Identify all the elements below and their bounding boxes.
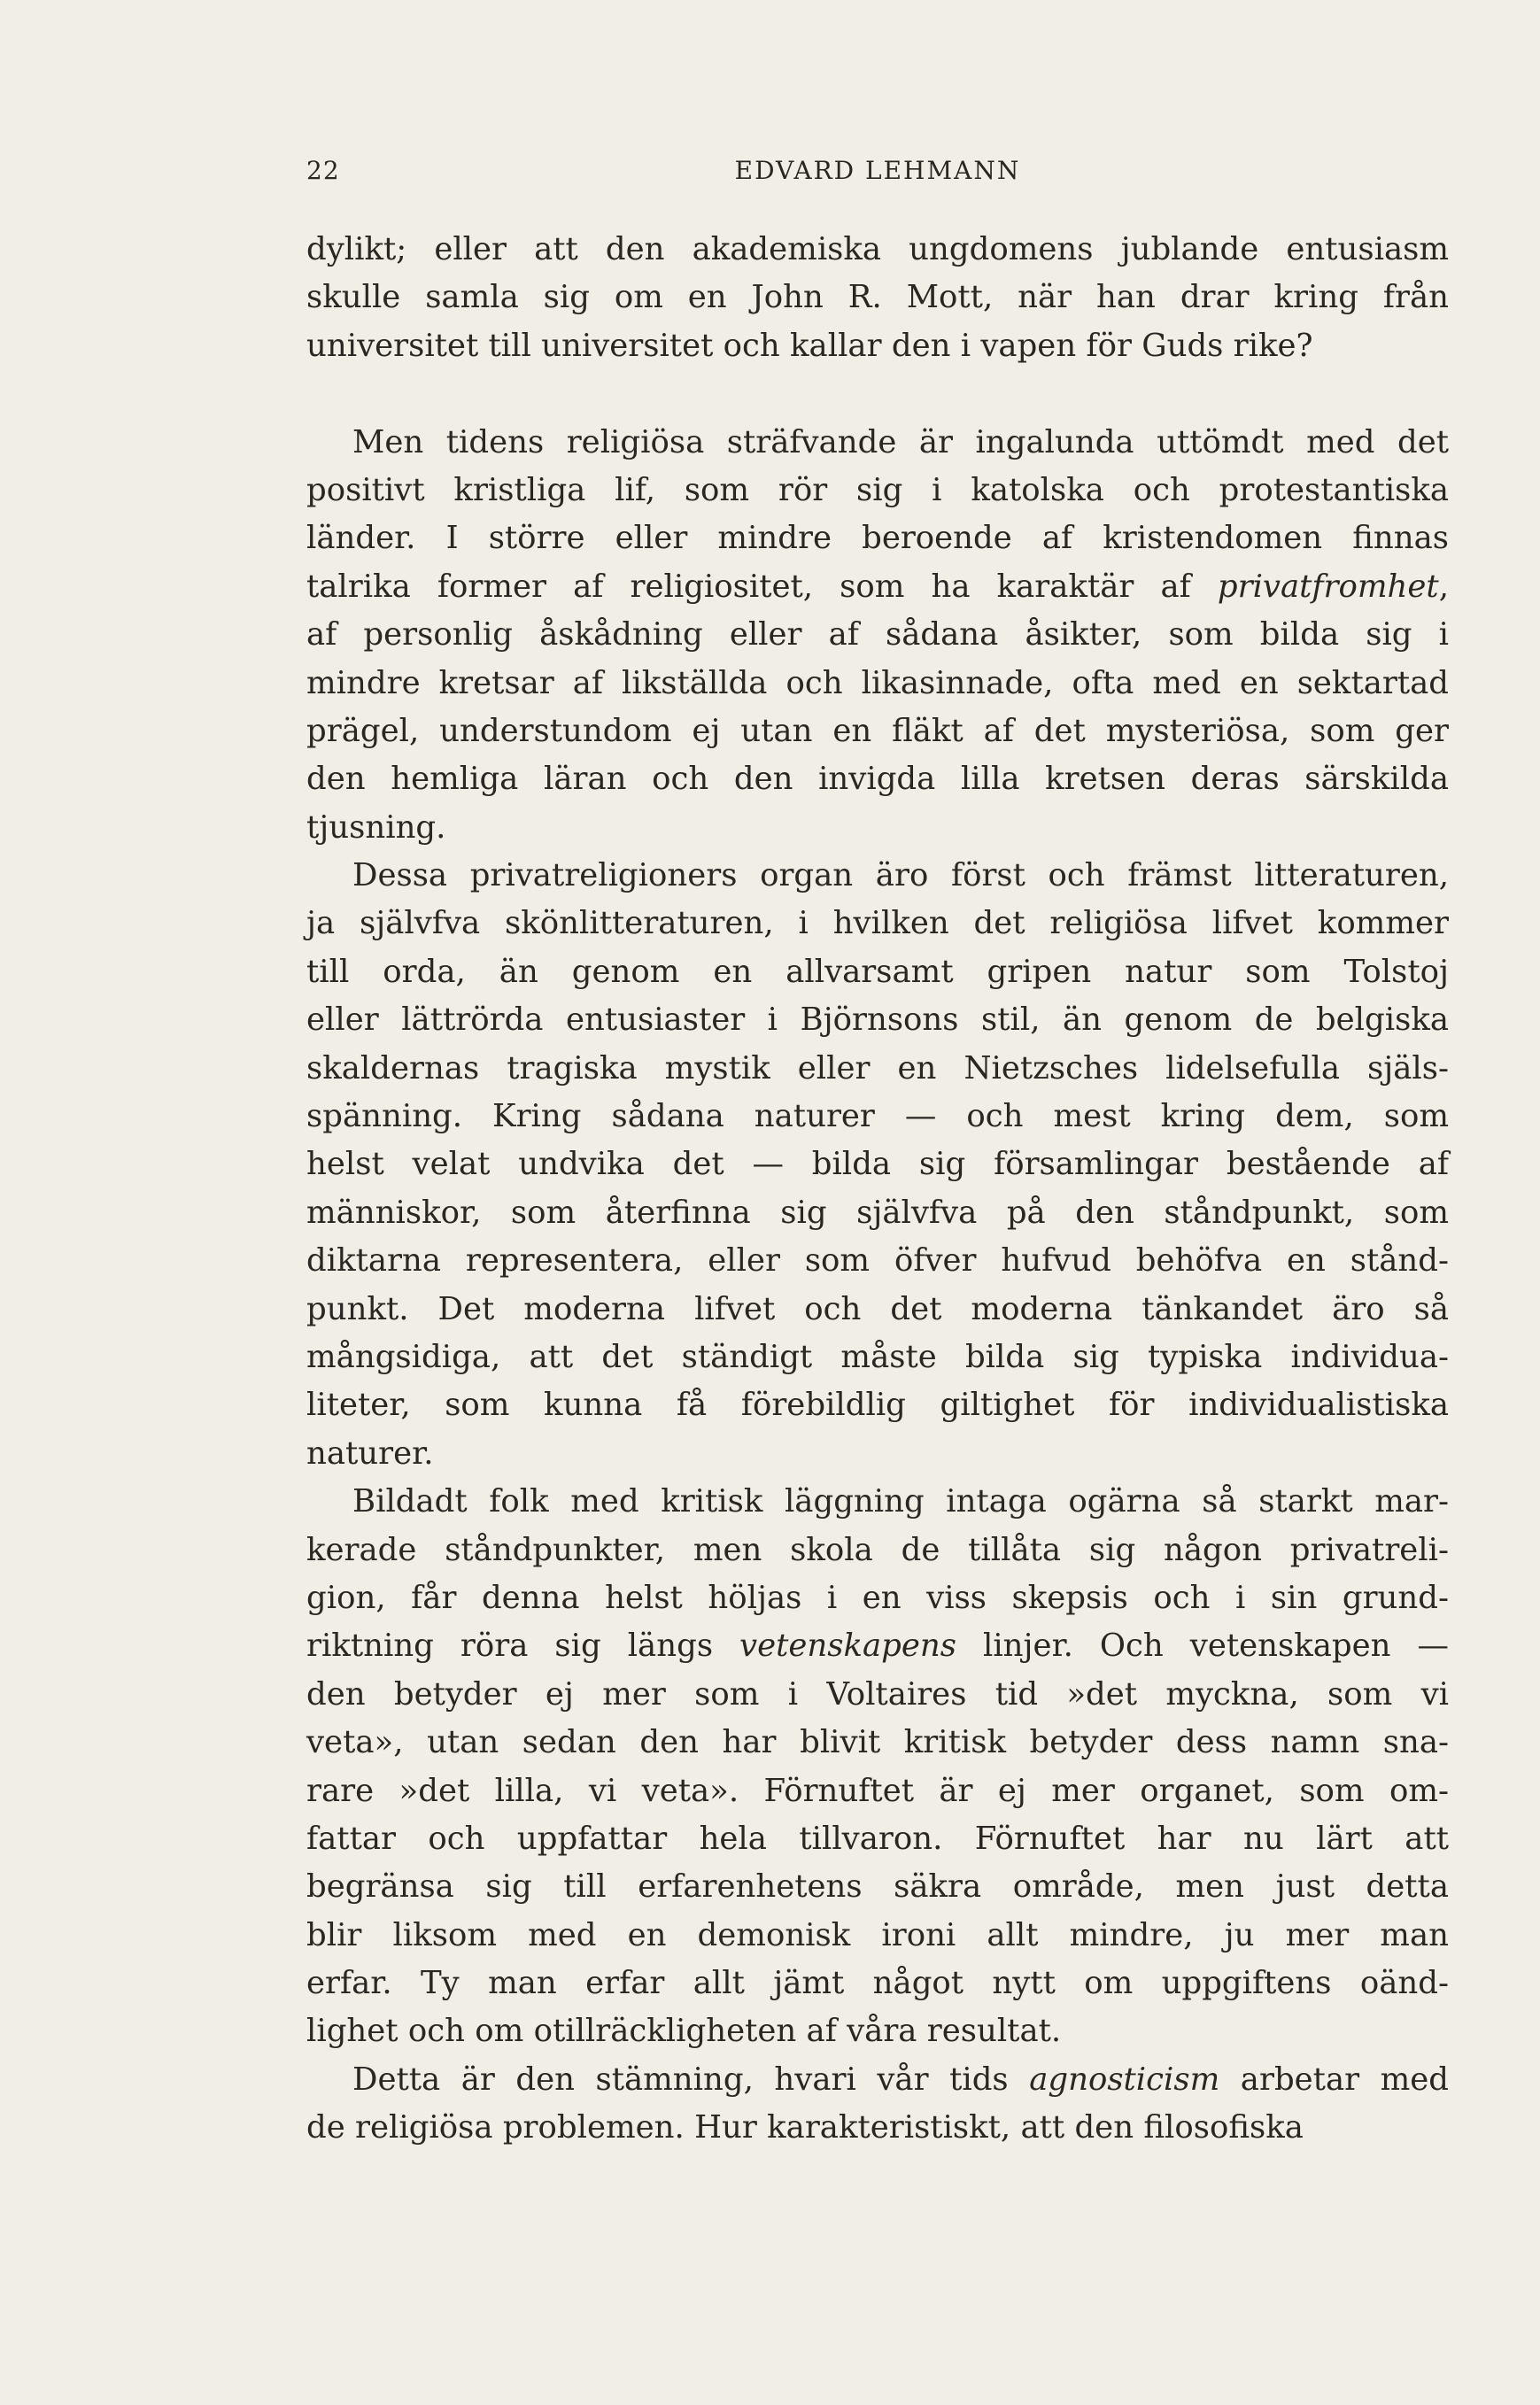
- page-header: [306, 156, 1449, 191]
- text-line: Detta är den stämning, hvari vår tids agnosticism arbetar med: [352, 2061, 1450, 2098]
- text-line: gion, får denna helst höljas i en viss skepsis och i sin grund-: [306, 1579, 1449, 1616]
- text-line: blir liksom med en demonisk ironi allt mindre, ju mer man: [306, 1916, 1449, 1953]
- body-text: [306, 226, 1449, 2153]
- text-line: diktarna representera, eller som öfver hufvud behöfva en stånd-: [306, 1242, 1449, 1280]
- text-line: erfar. Ty man erfar allt jämt något nytt om uppgiftens oänd-: [306, 1965, 1449, 2002]
- text-line: punkt. Det moderna lifvet och det moderna tänkandet äro så: [306, 1290, 1449, 1327]
- text-line: eller lättrörda entusiaster i Björnsons stil, än genom de belgiska: [306, 1001, 1449, 1039]
- text-line: riktning röra sig längs vetenskapens linjer. Och vetenskapen —: [306, 1628, 1449, 1665]
- text-line: ja självfva skönlitteraturen, i hvilken det religiösa lifvet kommer: [306, 905, 1449, 942]
- paragraph-gap: [306, 370, 1449, 418]
- text-line: universitet till universitet och kallar den i vapen för Guds rike?: [306, 327, 1313, 364]
- text-line: rare »det lilla, vi veta». Förnuftet är ej mer organet, som om-: [306, 1772, 1449, 1809]
- text-line: begränsa sig till erfarenhetens säkra område, men just detta: [306, 1868, 1449, 1906]
- text-line: fattar och uppfattar hela tillvaron. Förnuftet har nu lärt att: [306, 1820, 1449, 1857]
- text-line: helst velat undvika det — bilda sig församlingar bestående af: [306, 1146, 1449, 1183]
- text-line: liteter, som kunna få förebildlig giltighet för individualistiska: [306, 1387, 1449, 1424]
- text-line: af personlig åskådning eller af sådana åsikter, som bilda sig i: [306, 616, 1449, 653]
- text-line: skaldernas tragiska mystik eller en Nietzsches lidelsefulla själs-: [306, 1049, 1449, 1087]
- italic-term: agnosticism: [1029, 2061, 1220, 2098]
- text-line: länder. I större eller mindre beroende af kristendomen finnas: [306, 520, 1449, 557]
- text-line: de religiösa problemen. Hur karakteristiskt, att den filosofiska: [306, 2109, 1304, 2146]
- paragraph-p4: [306, 1478, 1449, 2056]
- text-line: till orda, än genom en allvarsamt gripen natur som Tolstoj: [306, 953, 1449, 990]
- italic-term: privatfromhet: [1217, 568, 1439, 605]
- text-line: mångsidiga, att det ständigt måste bilda sig typiska individua-: [306, 1338, 1449, 1375]
- text-line: Dessa privatreligioners organ äro först och främst litteraturen,: [352, 857, 1449, 894]
- text-line: tjusning.: [306, 808, 446, 846]
- text-line: Bildadt folk med kritisk läggning intaga ogärna så starkt mar-: [352, 1483, 1449, 1520]
- text-line: positivt kristliga lif, som rör sig i katolska och protestantiska: [306, 471, 1449, 508]
- paragraph-p2: [306, 419, 1449, 853]
- text-line: prägel, understundom ej utan en fläkt af det mysteriösa, som ger: [306, 712, 1449, 749]
- text-line: Men tidens religiösa sträfvande är ingalunda uttömdt med det: [352, 423, 1449, 460]
- text-line: veta», utan sedan den har blivit kritisk betyder dess namn sna-: [306, 1724, 1449, 1761]
- italic-term: vetenskapens: [739, 1628, 956, 1665]
- text-line: spänning. Kring sådana naturer — och mest kring dem, som: [306, 1098, 1449, 1135]
- paragraph-p5: [306, 2056, 1449, 2153]
- text-line: den betyder ej mer som i Voltaires tid »det myckna, som vi: [306, 1675, 1449, 1713]
- text-line: människor, som återfinna sig självfva på den ståndpunkt, som: [306, 1194, 1449, 1231]
- text-line: skulle samla sig om en John R. Mott, när han drar kring från: [306, 279, 1449, 316]
- text-line: dylikt; eller att den akademiska ungdomens jublande entusiasm: [306, 231, 1449, 267]
- text-line: naturer.: [306, 1434, 434, 1472]
- text-line: kerade ståndpunkter, men skola de tillåta sig någon privatreli-: [306, 1531, 1449, 1568]
- text-line: lighet och om otillräckligheten af våra resultat.: [306, 2013, 1062, 2050]
- paragraph-p1: [306, 226, 1449, 370]
- text-line: talrika former af religiositet, som ha karaktär af privatfromhet,: [306, 568, 1449, 605]
- text-line: mindre kretsar af likställda och likasinnade, ofta med en sektartad: [306, 664, 1449, 701]
- running-head: EDVARD LEHMANN: [734, 156, 1021, 185]
- page-number: 22: [306, 156, 340, 185]
- paragraph-p3: [306, 852, 1449, 1478]
- text-line: den hemliga läran och den invigda lilla kretsen deras särskilda: [306, 761, 1449, 798]
